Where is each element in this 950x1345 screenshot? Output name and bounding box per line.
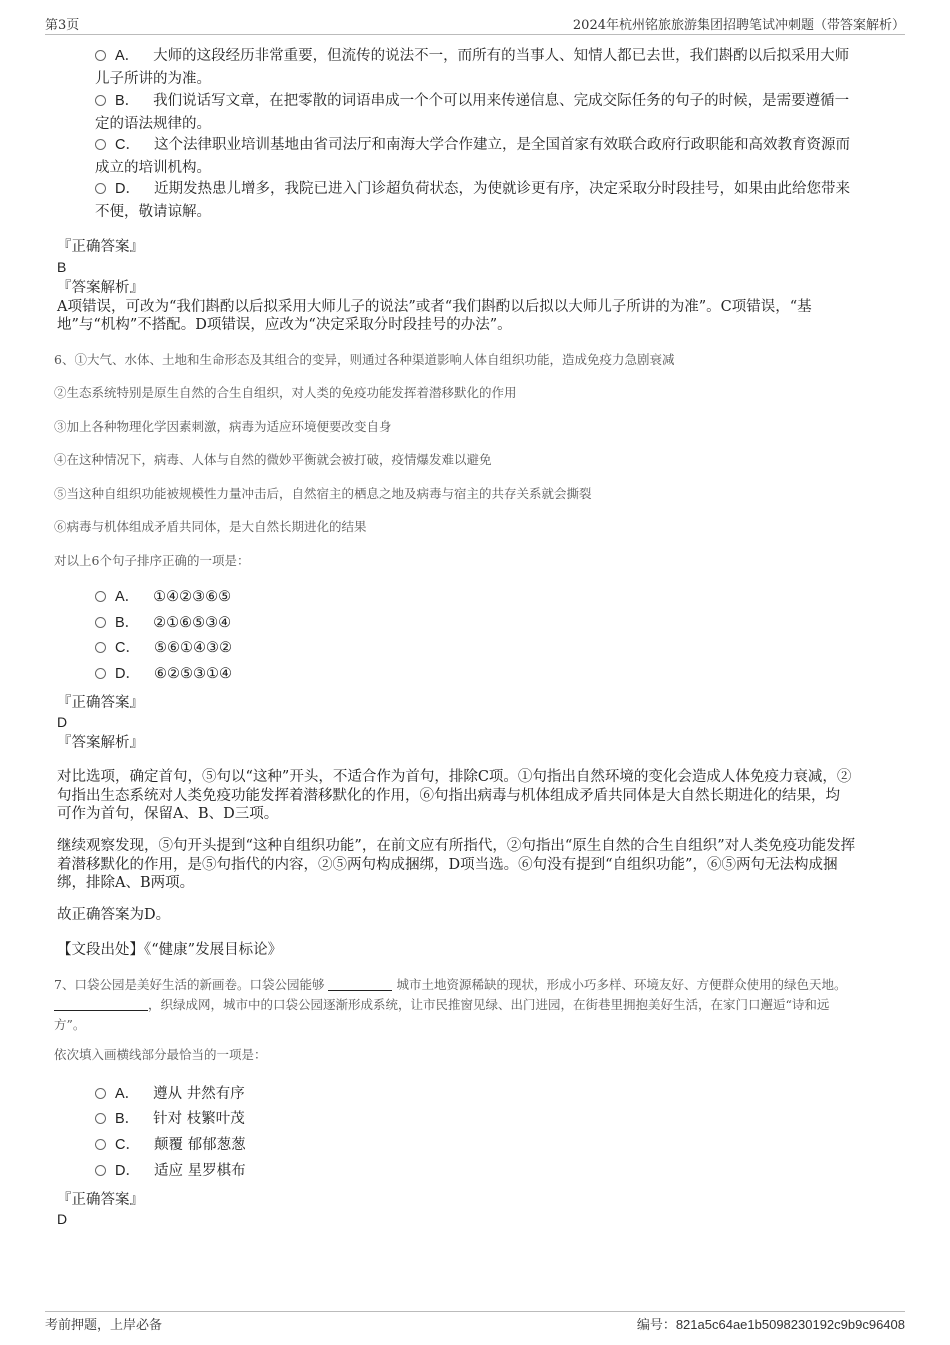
option-text: ⑥②⑤③①④: [153, 666, 232, 682]
page-header: [45, 14, 905, 35]
q5-answer-label: 『正确答案』: [57, 239, 144, 255]
option-text: ①④②③⑥⑤: [153, 589, 232, 605]
q6-option-c[interactable]: [95, 637, 885, 660]
q7-stem-line2: [54, 995, 904, 1015]
footer-divider: [45, 1311, 905, 1312]
page-number: 第3页: [45, 18, 80, 33]
option-letter: D．: [115, 666, 140, 682]
option-letter: C．: [115, 1137, 140, 1153]
q6-sentence-3: ③加上各种物理化学因素刺激，病毒为适应环境便要改变自身: [54, 419, 392, 434]
q6-analysis-p2-line1: 继续观察发现，⑤句开头提到“这种自组织功能”，在前文应有所指代，②句指出“原生自然的合生自组织”对人类免疫功能发挥: [57, 838, 856, 854]
q6-answer: D: [57, 714, 68, 730]
q5-analysis-line1: A项错误，可改为“我们斟酌以后拟采用大师儿子的说法”或者“我们斟酌以后拟以大师儿子所讲的为准”。C项错误，“基: [57, 299, 812, 315]
radio-icon[interactable]: [95, 183, 106, 194]
footer-slogan: 考前押题，上岸必备: [45, 1318, 163, 1333]
q6-prompt: 对以上6个句子排序正确的一项是：: [54, 553, 250, 568]
q6-conclusion: 故正确答案为D。: [57, 907, 171, 923]
option-text: 针对 枝繁叶茂: [153, 1111, 245, 1127]
q7-option-c[interactable]: [95, 1134, 885, 1157]
option-text-cont: 定的语法规律的。: [95, 116, 211, 132]
radio-icon[interactable]: [95, 139, 106, 150]
option-text-cont: 儿子所讲的为准。: [95, 71, 211, 87]
radio-icon[interactable]: [95, 1113, 106, 1124]
q6-analysis-p1-line1: 对比选项，确定首句，⑤句以“这种”开头，不适合作为首句，排除C项。①句指出自然环境的变化会造成人体免疫力衰减，②: [57, 769, 852, 785]
q5-option-b[interactable]: [95, 90, 885, 136]
q6-analysis-p2-line2: 着潜移默化的作用，是⑤句指代的内容，②⑤两句构成捆绑，D项当选。⑥句没有提到“自组织功能”，⑥⑤两句无法构成捆: [57, 857, 838, 873]
option-letter: D．: [115, 1163, 140, 1179]
q7-stem-line2-text: ，织绿成网，城市中的口袋公园逐渐形成系统，让市民推窗见绿、出门进园，在街巷里拥抱美好生活，在家门口邂逅“诗和远: [148, 997, 830, 1012]
option-letter: B．: [115, 93, 140, 109]
radio-icon[interactable]: [95, 50, 106, 61]
radio-icon[interactable]: [95, 95, 106, 106]
q6-analysis-p1-line2: 句指出生态系统对人类免疫功能发挥着潜移默化的作用，⑥句指出病毒与机体组成矛盾共同体是大自然长期进化的结果，均: [57, 788, 840, 804]
q6-option-a[interactable]: [95, 586, 885, 609]
option-text: 这个法律职业培训基地由省司法厅和南海大学合作建立，是全国首家有效联合政府行政职能和高效教育资源而: [153, 137, 850, 153]
q7-stem-part2: 城市土地资源稀缺的现状，形成小巧多样、环境友好、方便群众使用的绿色天地。: [396, 977, 847, 992]
q6-stem: 6、①大气、水体、土地和生命形态及其组合的变异，则通过各种渠道影响人体自组织功能，造成免疫力急剧衰减: [54, 352, 675, 367]
q7-blank-2: [54, 998, 148, 1011]
radio-icon[interactable]: [95, 668, 106, 679]
document-title: 2024年杭州铭旅旅游集团招聘笔试冲刺题（带答案解析）: [572, 18, 905, 33]
q6-answer-label: 『正确答案』: [57, 695, 144, 711]
radio-icon[interactable]: [95, 591, 106, 602]
q6-sentence-5: ⑤当这种自组织功能被规模性力量冲击后，自然宿主的栖息之地及病毒与宿主的共存关系就会撕裂: [54, 486, 592, 501]
option-text-cont: 不便，敬请谅解。: [95, 204, 211, 220]
option-letter: A．: [115, 1086, 140, 1102]
q7-option-b[interactable]: [95, 1108, 885, 1131]
q6-analysis-p1-line3: 可作为首句，保留A、B、D三项。: [57, 806, 279, 822]
q5-option-d[interactable]: [95, 178, 885, 224]
option-text: 遵从 井然有序: [153, 1086, 245, 1102]
q7-stem-line1: [54, 975, 904, 995]
radio-icon[interactable]: [95, 1165, 106, 1176]
q7-option-a[interactable]: [95, 1083, 885, 1106]
option-text: ⑤⑥①④③②: [153, 640, 232, 656]
option-text: 颠覆 郁郁葱葱: [153, 1137, 246, 1153]
option-text: 近期发热患儿增多，我院已进入门诊超负荷状态，为使就诊更有序，决定采取分时段挂号，如果由此给您带来: [153, 181, 850, 197]
q7-answer: D: [57, 1211, 68, 1227]
q7-stem-part1: 7、口袋公园是美好生活的新画卷。口袋公园能够: [54, 977, 325, 992]
q7-option-d[interactable]: [95, 1160, 885, 1183]
radio-icon[interactable]: [95, 1139, 106, 1150]
option-letter: B．: [115, 615, 140, 631]
option-letter: C．: [115, 640, 140, 656]
radio-icon[interactable]: [95, 1088, 106, 1099]
option-text: ②①⑥⑤③④: [153, 615, 232, 631]
option-text: 适应 星罗棋布: [153, 1163, 246, 1179]
q6-source: 【文段出处】《“健康”发展目标论》: [57, 942, 283, 958]
q5-analysis-line2: 地”与“机构”不搭配。D项错误，应改为“决定采取分时段挂号的办法”。: [57, 317, 512, 333]
option-text: 我们说话写文章，在把零散的词语串成一个个可以用来传递信息、完成交际任务的句子的时候，是需要遵循一: [153, 93, 850, 109]
q7-answer-label: 『正确答案』: [57, 1192, 144, 1208]
q6-sentence-4: ④在这种情况下，病毒、人体与自然的微妙平衡就会被打破，疫情爆发难以避免: [54, 452, 492, 467]
q6-analysis-label: 『答案解析』: [57, 735, 144, 751]
option-letter: C．: [115, 137, 140, 153]
q5-analysis-label: 『答案解析』: [57, 280, 144, 296]
q6-sentence-2: ②生态系统特别是原生自然的合生自组织，对人类的免疫功能发挥着潜移默化的作用: [54, 385, 517, 400]
footer-code: [637, 1314, 905, 1333]
option-letter: A．: [115, 48, 140, 64]
option-text-cont: 成立的培训机构。: [95, 160, 211, 176]
radio-icon[interactable]: [95, 642, 106, 653]
option-letter: D．: [115, 181, 140, 197]
q5-option-a[interactable]: [95, 45, 885, 91]
footer-code-label: 编号：: [636, 1318, 676, 1333]
q6-option-b[interactable]: [95, 612, 885, 635]
option-letter: A．: [115, 589, 140, 605]
option-letter: B．: [115, 1111, 140, 1127]
radio-icon[interactable]: [95, 617, 106, 628]
q6-option-d[interactable]: [95, 663, 885, 686]
q6-sentence-6: ⑥病毒与机体组成矛盾共同体，是大自然长期进化的结果: [54, 519, 367, 534]
q5-answer: B: [57, 259, 67, 275]
q5-option-c[interactable]: [95, 134, 885, 180]
q7-prompt: 依次填入画横线部分最恰当的一项是：: [54, 1047, 267, 1062]
footer-code-value: 821a5c64ae1b5098230192c9b9c96408: [675, 1317, 905, 1332]
q7-blank-1: [328, 978, 392, 991]
q6-analysis-p2-line3: 绑，排除A、B两项。: [57, 875, 195, 891]
q7-stem-line3: 方”。: [54, 1017, 86, 1032]
option-text: 大师的这段经历非常重要，但流传的说法不一，而所有的当事人、知情人都已去世，我们斟酌以后拟采用大师: [153, 48, 850, 64]
